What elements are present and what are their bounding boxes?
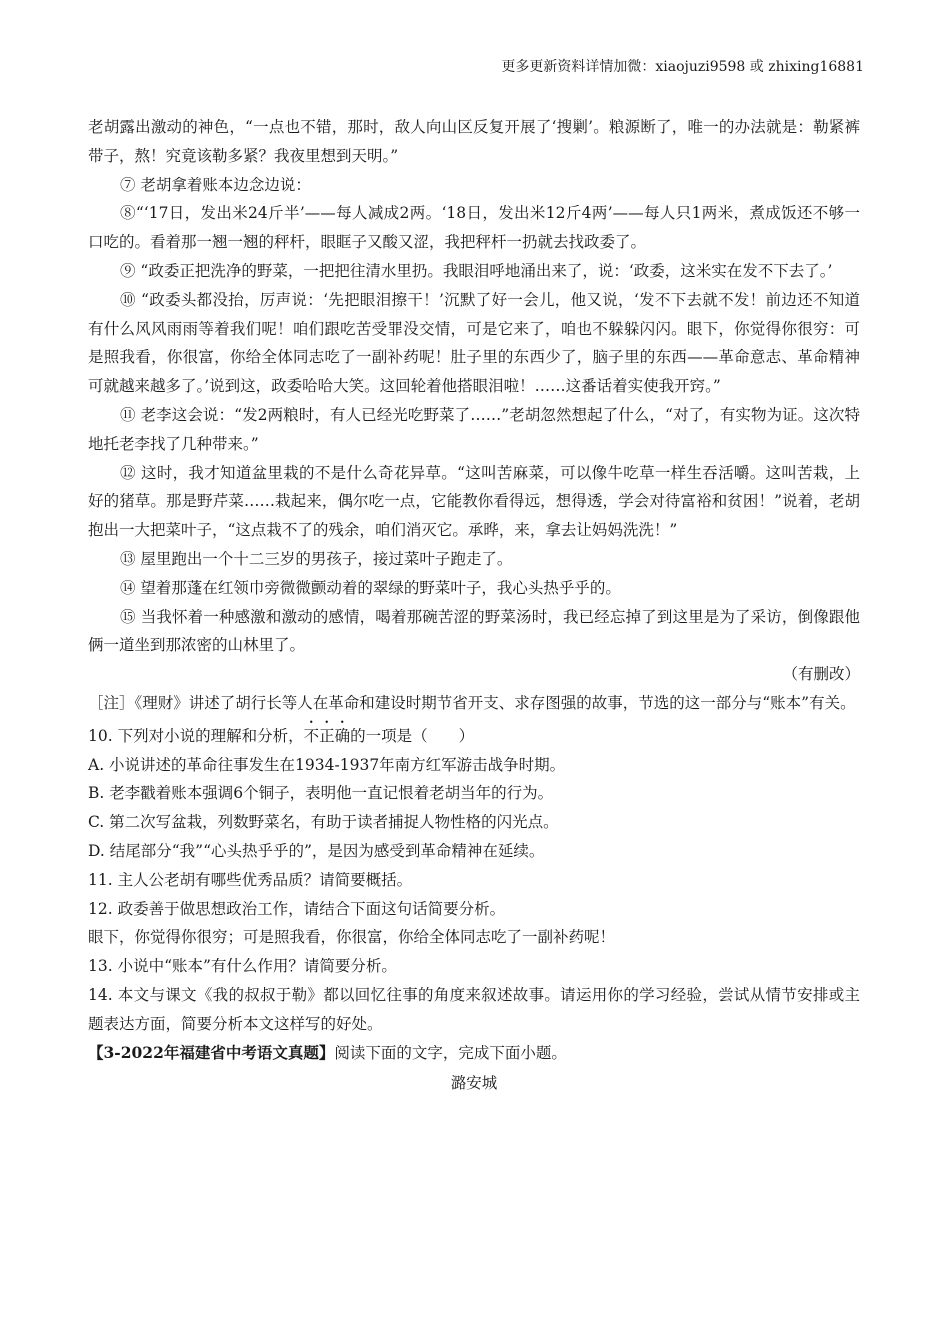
question-12-quote: 眼下，你觉得你很穷；可是照我看，你很富，你给全体同志吃了一副补药呢！ [88, 928, 616, 947]
question-10 [88, 718, 860, 751]
option-d: D. 结尾部分“我”“心头热乎乎的”，是因为感受到革命精神在延续。 [88, 841, 545, 860]
question-10-suffix: 的一项是（ ） [350, 726, 475, 745]
paragraph-9: ⑨ “政委正把洗净的野菜，一把把往清水里扔。我眼泪呼地涌出来了，说：‘政委，这米实在发不下去了。’ [120, 261, 833, 280]
question-11: 11. 主人公老胡有哪些优秀品质？请简要概括。 [88, 870, 413, 889]
section-instruction: 阅读下面的文字，完成下面小题。 [334, 1043, 567, 1062]
section-source: 【3-2022年福建省中考语文真题】 [88, 1042, 335, 1062]
paragraph-8: ⑧“‘17日，发出米24斤半’——每人减成2两。‘18日，发出米12斤4两’——每人只1两米，煮成饭还不够一口吃的。看着那一翘一翘的秤杆，眼眶子又酸又涩，我把秤杆一扔就去找政委了。 [88, 204, 860, 252]
paragraph-14: ⑭ 望着那蓬在红领巾旁微微颤动着的翠绿的野菜叶子，我心头热乎乎的。 [120, 578, 621, 597]
question-14: 14. 本文与课文《我的叔叔于勒》都以回忆往事的角度来叙述故事。请运用你的学习经验，尝试从情节安排或主题表达方面，简要分析本文这样写的好处。 [88, 985, 860, 1033]
question-10-prefix: 10. 下列对小说的理解和分析， [88, 726, 304, 745]
revised-note: （有删改） [782, 665, 860, 684]
document-body [88, 113, 860, 1098]
paragraph-13: ⑬ 屋里跑出一个十二三岁的男孩子，接过菜叶子跑走了。 [120, 549, 513, 568]
header-contact: 更多更新资料详情加微：xiaojuzi9598 或 zhixing16881 [501, 59, 864, 75]
section-heading [88, 1039, 860, 1068]
paragraph-continued: 老胡露出激动的神色，“一点也不错，那时，敌人向山区反复开展了‘搜剿’。粮源断了，唯一的办法就是：勒紧裤带子，熬！究竟该勒多紧？我夜里想到天明。” [88, 118, 860, 165]
paragraph-15: ⑮ 当我怀着一种感激和激动的感情，喝着那碗苦涩的野菜汤时，我已经忘掉了到这里是为了采访，倒像跟他俩一道坐到那浓密的山林里了。 [88, 607, 860, 655]
question-12: 12. 政委善于做思想政治工作，请结合下面这句话简要分析。 [88, 899, 506, 918]
paragraph-12: ⑫ 这时，我才知道盆里栽的不是什么奇花异草。“这叫苦麻菜，可以像牛吃草一样生吞活嚼。这叫苦栽，上好的猪草。那是野芹菜……栽起来，偶尔吃一点，它能教你看得远，想得透，学会对待富裕和贫困！”说着，老胡抱出一大把菜叶子，“这点栽不了的残余，咱们消灭它。承晔，来，拿去让妈妈洗洗！” [88, 463, 860, 540]
paragraph-11: ⑪ 老李这会说：“发2两粮时，有人已经光吃野菜了……”老胡忽然想起了什么，“对了，有实物为证。这次特地托老李找了几种带来。” [88, 405, 860, 453]
question-13: 13. 小说中“账本”有什么作用？请简要分析。 [88, 957, 397, 976]
option-c: C. 第二次写盆栽，列数野菜名，有助于读者捕捉人物性格的闪光点。 [88, 813, 559, 832]
story-title: 潞安城 [450, 1074, 498, 1093]
option-b: B. 老李戳着账本强调6个铜子，表明他一直记恨着老胡当年的行为。 [88, 784, 554, 803]
paragraph-7: ⑦ 老胡拿着账本边念边说： [120, 175, 311, 194]
question-10-emphasis: 不正确 [303, 726, 351, 745]
paragraph-10: ⑩ “政委头都没抬，厉声说：‘先把眼泪擦干！’沉默了好一会儿，他又说，‘发不下去就不发！前边还不知道有什么风风雨雨等着我们呢！咱们跟吃苦受罪没交情，可是它来了，咱也不躲躲闪闪。眼下，你觉得你很穷：可是照我看，你很富，你给全体同志吃了一副补药呢！肚子里的东西少了，脑子里的东西——革命意志、革命精神可就越来越多了。’说到这，政委哈哈大笑。这回轮着他搭眼泪啦！……这番话着实使我开窍。” [88, 290, 860, 396]
option-a: A. 小说讲述的革命往事发生在1934-1937年南方红军游击战争时期。 [88, 755, 566, 774]
annotation-note: ［注］《理财》讲述了胡行长等人在革命和建设时期节省开支、求存图强的故事，节选的这一部分与“账本”有关。 [88, 693, 856, 712]
